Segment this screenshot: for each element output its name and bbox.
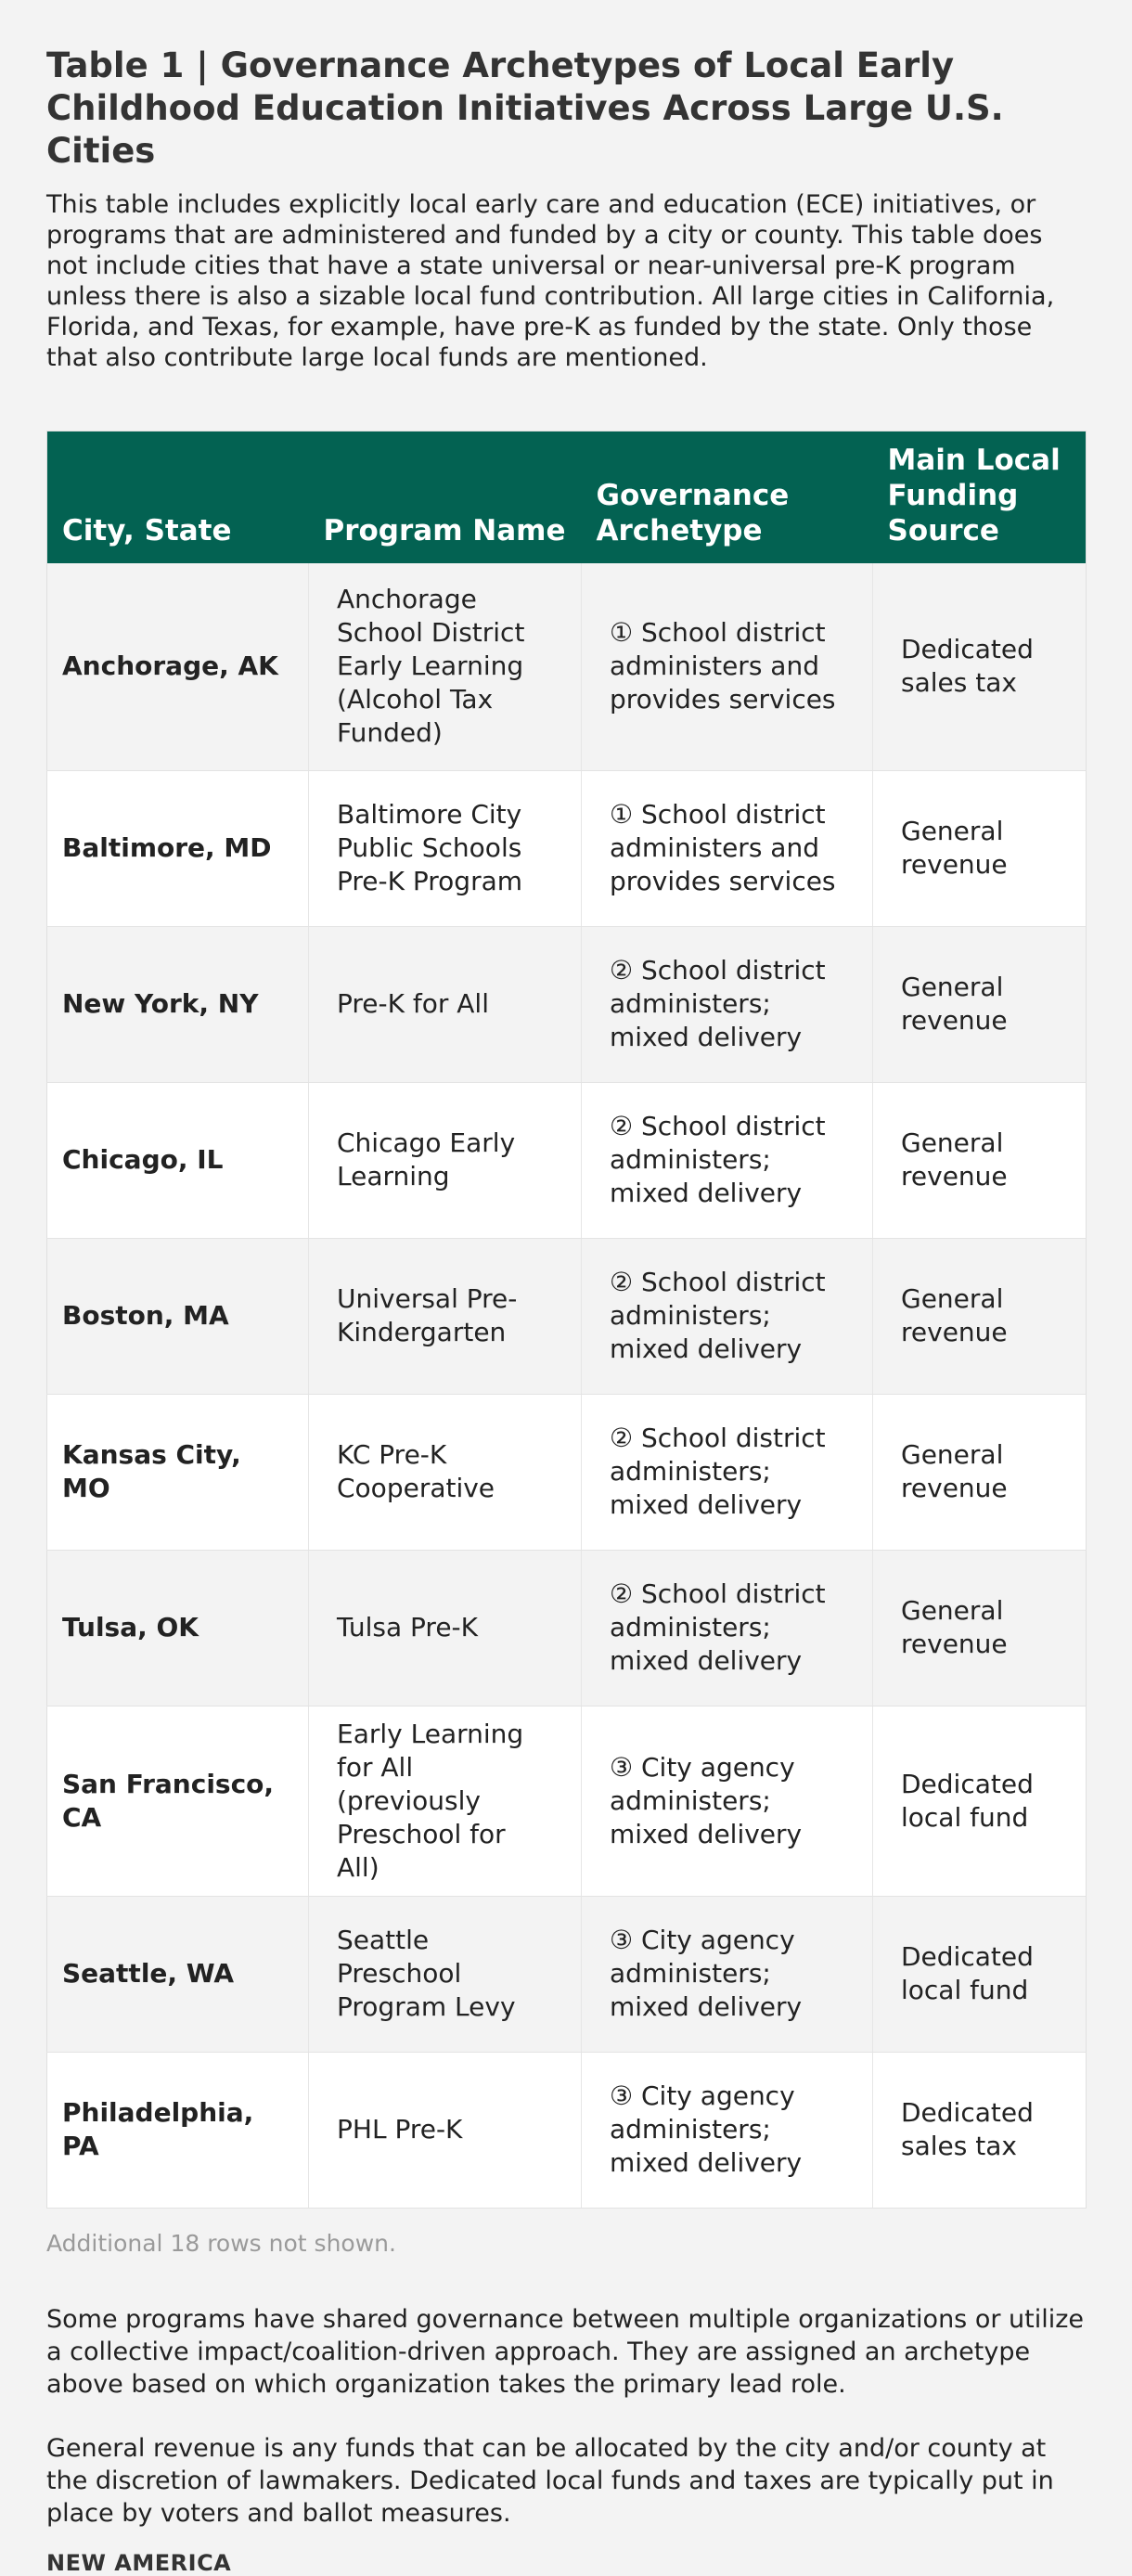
page-content (46, 45, 1086, 2576)
cell-funding: General revenue (873, 1394, 1087, 1550)
cell-program: Chicago Early Learning (309, 1082, 582, 1238)
table-row (47, 563, 1087, 770)
cell-archetype: ③ City agency administers; mixed delivery (582, 1706, 873, 1896)
table-header-row (47, 431, 1087, 564)
additional-rows-note: Additional 18 rows not shown. (46, 2229, 396, 2257)
cell-archetype: ③ City agency administers; mixed delivery (582, 1896, 873, 2052)
cell-funding: Dedicated sales tax (873, 2052, 1087, 2208)
cell-city: Chicago, IL (47, 1082, 309, 1238)
cell-city: Kansas City, MO (47, 1394, 309, 1550)
cell-program: Seattle Preschool Program Levy (309, 1896, 582, 2052)
cell-funding: General revenue (873, 770, 1087, 926)
cell-program: PHL Pre-K (309, 2052, 582, 2208)
table-row (47, 1394, 1087, 1550)
intro-paragraph: This table includes explicitly local early care and education (ECE) initiatives, or programs that are administered and funded by a city or county. This table does not include cities that have a state universal or near-universal pre-K program unless there is also a sizable local fund contribution. All large cities in California, Florida, and Texas, for example, have pre-K as funded by the state. Only those that also contribute large local funds are mentioned. (46, 190, 1055, 372)
table-row (47, 1706, 1087, 1896)
cell-funding: General revenue (873, 1082, 1087, 1238)
table-row (47, 770, 1087, 926)
cell-city: Baltimore, MD (47, 770, 309, 926)
cell-funding: General revenue (873, 1238, 1087, 1394)
cell-archetype: ③ City agency administers; mixed delivery (582, 2052, 873, 2208)
cell-funding: Dedicated local fund (873, 1896, 1087, 2052)
cell-funding: Dedicated sales tax (873, 563, 1087, 770)
brand-label: NEW AMERICA (46, 2549, 232, 2576)
cell-archetype: ① School district administers and provides services (582, 563, 873, 770)
footnote-shared-governance: Some programs have shared governance between multiple organizations or utilize a collective impact/coalition-driven approach. They are assigned an archetype above based on which organization takes the primary lead role. (46, 2304, 1085, 2399)
header-city-state: City, State (47, 431, 309, 564)
cell-program: Baltimore City Public Schools Pre-K Program (309, 770, 582, 926)
cell-program: Early Learning for All (previously Preschool for All) (309, 1706, 582, 1896)
table-row (47, 926, 1087, 1082)
page-title: Table 1 | Governance Archetypes of Local Early Childhood Education Initiatives Across Large U.S. Cities (46, 45, 1004, 171)
header-funding-source: Main Local Funding Source (873, 431, 1087, 564)
table-row (47, 1550, 1087, 1706)
table-row (47, 1896, 1087, 2052)
cell-funding: General revenue (873, 1550, 1087, 1706)
cell-program: Anchorage School District Early Learning (Alcohol Tax Funded) (309, 563, 582, 770)
cell-archetype: ② School district administers; mixed delivery (582, 1082, 873, 1238)
table-row (47, 2052, 1087, 2208)
cell-program: Pre-K for All (309, 926, 582, 1082)
cell-archetype: ② School district administers; mixed delivery (582, 926, 873, 1082)
header-program-name: Program Name (309, 431, 582, 564)
cell-archetype: ② School district administers; mixed delivery (582, 1550, 873, 1706)
cell-archetype: ② School district administers; mixed delivery (582, 1394, 873, 1550)
governance-table (46, 431, 1087, 2209)
cell-archetype: ① School district administers and provides services (582, 770, 873, 926)
cell-city: Tulsa, OK (47, 1550, 309, 1706)
cell-program: KC Pre-K Cooperative (309, 1394, 582, 1550)
cell-city: Seattle, WA (47, 1896, 309, 2052)
cell-archetype: ② School district administers; mixed delivery (582, 1238, 873, 1394)
table-row (47, 1238, 1087, 1394)
cell-city: Philadelphia, PA (47, 2052, 309, 2208)
cell-program: Universal Pre-Kindergarten (309, 1238, 582, 1394)
table-row (47, 1082, 1087, 1238)
cell-city: Boston, MA (47, 1238, 309, 1394)
footnote-general-revenue: General revenue is any funds that can be allocated by the city and/or county at the discretion of lawmakers. Dedicated local funds and taxes are typically put in place by voters and ballot measures. (46, 2433, 1054, 2528)
cell-funding: Dedicated local fund (873, 1706, 1087, 1896)
cell-city: San Francisco, CA (47, 1706, 309, 1896)
cell-program: Tulsa Pre-K (309, 1550, 582, 1706)
header-governance-archetype: Governance Archetype (582, 431, 873, 564)
cell-city: Anchorage, AK (47, 563, 309, 770)
cell-funding: General revenue (873, 926, 1087, 1082)
cell-city: New York, NY (47, 926, 309, 1082)
